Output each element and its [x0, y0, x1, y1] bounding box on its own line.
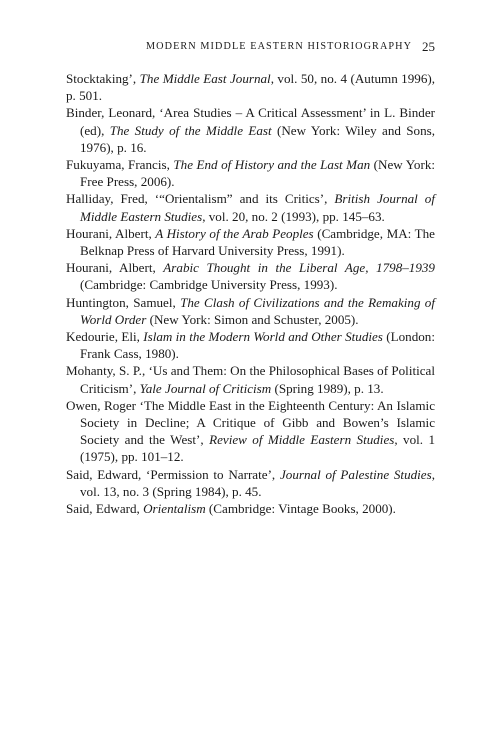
reference-entry: Said, Edward, Orientalism (Cambridge: Vintage Books, 2000). — [66, 501, 396, 517]
reference-entry: Binder, Leonard, ‘Area Studies – A Critical Assessment’ in L. Binder (ed), The Study of the Middle East (New York: Wiley and Sons, 1976), p. 16. — [66, 105, 435, 155]
reference-entry: Said, Edward, ‘Permission to Narrate’, Journal of Palestine Studies, vol. 13, no. 3 (Spring 1984), p. 45. — [66, 466, 435, 499]
page-header — [146, 41, 435, 57]
reference-title: British Journal of Middle Eastern Studies — [80, 191, 435, 224]
reference-entry: Stocktaking’, The Middle East Journal, vol. 50, no. 4 (Autumn 1996), p. 501. — [66, 71, 435, 104]
reference-entry: Hourani, Albert, A History of the Arab Peoples (Cambridge, MA: The Belknap Press of Harvard University Press, 1991). — [66, 225, 435, 259]
page-number: 25 — [422, 39, 435, 54]
reference-entry: Fukuyama, Francis, The End of History and the Last Man (New York: Free Press, 2006). — [66, 157, 435, 190]
reference-title: Review of Middle Eastern Studies — [209, 432, 395, 448]
reference-list — [66, 70, 435, 517]
reference-entry: Huntington, Samuel, The Clash of Civilizations and the Remaking of World Order (New York: Simon and Schuster, 2005). — [66, 294, 435, 327]
reference-entry: Owen, Roger ‘The Middle East in the Eighteenth Century: An Islamic Society in Decline; A Critique of Gibb and Bowen’s Islamic Society and the West’, Review of Middle Eastern Studies, vol. 1 (1975), pp. 101–12. — [66, 397, 436, 465]
reference-title: The Middle East Journal — [139, 71, 271, 86]
running-head: MODERN MIDDLE EASTERN HISTORIOGRAPHY — [146, 41, 413, 52]
reference-title: Journal of Palestine Studies — [279, 466, 432, 482]
reference-title: A History of the Arab Peoples — [155, 225, 314, 241]
reference-entry: Mohanty, S. P., ‘Us and Them: On the Philosophical Bases of Political Criticism’, Yale Journal of Criticism (Spring 1989), p. 13. — [66, 363, 435, 396]
reference-title: Yale Journal of Criticism — [139, 380, 272, 396]
reference-entry: Halliday, Fred, ‘“Orientalism” and its Critics’, British Journal of Middle Eastern Studies, vol. 20, no. 2 (1993), pp. 145–63. — [66, 191, 435, 224]
reference-entry: Kedourie, Eli, Islam in the Modern World and Other Studies (London: Frank Cass, 1980). — [66, 329, 435, 362]
reference-title: The Clash of Civilizations and the Remaking of World Order — [80, 294, 435, 327]
reference-title: Islam in the Modern World and Other Studies — [143, 329, 383, 345]
reference-title: The End of History and the Last Man — [173, 157, 371, 173]
reference-entry: Hourani, Albert, Arabic Thought in the Liberal Age, 1798–1939 (Cambridge: Cambridge University Press, 1993). — [66, 260, 435, 293]
reference-title: The Study of the Middle East — [109, 122, 272, 138]
reference-title: Arabic Thought in the Liberal Age, 1798–1939 — [163, 260, 435, 276]
reference-title: Orientalism — [143, 501, 206, 517]
